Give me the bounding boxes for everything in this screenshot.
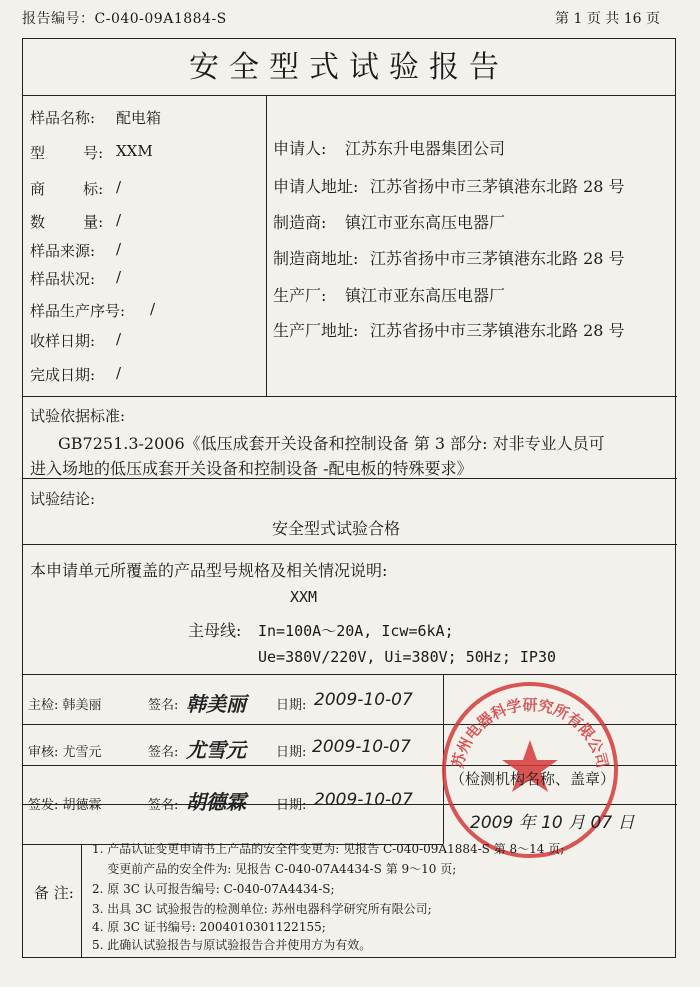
sample-source-label: 样品来源: <box>30 242 96 260</box>
remarks-label: 备 注: <box>34 884 74 902</box>
remark-item: 1. 产品认证变更申请书上产品的安全件变更为: 见报告 C-040-09A1884-S 第 8～14 页; <box>92 842 565 856</box>
sample-name-value: 配电箱 <box>116 109 162 127</box>
coverage-label: 本申请单元所覆盖的产品型号规格及相关情况说明: <box>30 561 388 580</box>
busbar-value: In=100A～20A, Icw=6kA; <box>258 622 454 640</box>
factory-address-label: 生产厂地址: <box>273 321 359 340</box>
quantity-value: / <box>116 211 122 229</box>
sample-condition-label: 样品状况: <box>30 270 96 288</box>
sample-source-value: / <box>116 240 122 258</box>
reviewer-signature: 尤雪元 <box>186 738 246 762</box>
remark-item: 变更前产品的安全件为: 见报告 C-040-07A4434-S 第 9～10 页; <box>92 862 457 876</box>
sample-name-label: 样品名称: <box>30 109 96 127</box>
manufacturer-label: 制造商: <box>273 213 327 232</box>
factory-label: 生产厂: <box>273 286 327 305</box>
standard-label: 试验依据标准: <box>30 407 126 425</box>
applicant-address-value: 江苏省扬中市三茅镇港东北路 28 号 <box>370 177 625 196</box>
remark-item: 5. 此确认试验报告与原试验报告合并使用方为有效。 <box>92 938 372 952</box>
model-value: XXM <box>116 142 153 160</box>
manufacturer-address-value: 江苏省扬中市三茅镇港东北路 28 号 <box>370 249 625 268</box>
trademark-label: 商 标: <box>30 180 104 198</box>
seal-note: （检测机构名称、盖章） <box>450 770 616 788</box>
applicant-address-label: 申请人地址: <box>273 177 359 196</box>
conclusion-value: 安全型式试验合格 <box>272 519 401 538</box>
seal-date: 2009 年 10 月 07 日 <box>470 813 635 833</box>
reviewer-date-label: 日期: <box>276 745 307 760</box>
applicant-label: 申请人: <box>273 139 327 158</box>
receive-date-label: 收样日期: <box>30 332 96 350</box>
conclusion-label: 试验结论: <box>30 490 96 508</box>
complete-date-label: 完成日期: <box>30 366 96 384</box>
reviewer-date: 2009-10-07 <box>312 737 411 757</box>
factory-address-value: 江苏省扬中市三茅镇港东北路 28 号 <box>370 321 625 340</box>
standard-line-1: GB7251.3-2006《低压成套开关设备和控制设备 第 3 部分: 对非专业人员可 <box>58 434 605 453</box>
remark-item: 2. 原 3C 认可报告编号: C-040-07A4434-S; <box>92 882 335 896</box>
seal-text: 苏州电器科学研究所有限公司 <box>448 696 612 770</box>
trademark-value: / <box>116 178 122 196</box>
remark-item: 3. 出具 3C 试验报告的检测单位: 苏州电器科学研究所有限公司; <box>92 902 432 916</box>
inspector-sign-label: 签名: <box>148 698 179 713</box>
page-indicator: 第 1 页 共 16 页 <box>555 11 660 27</box>
issuer-date: 2009-10-07 <box>314 790 413 810</box>
issuer-signature: 胡德霖 <box>186 790 246 814</box>
manufacturer-value: 镇江市亚东高压电器厂 <box>345 213 506 232</box>
reviewer-role: 审核: 尤雪元 <box>28 745 102 760</box>
issuer-sign-label: 签名: <box>148 798 179 813</box>
receive-date-value: / <box>116 330 122 348</box>
issuer-role: 签发: 胡德霖 <box>28 798 102 813</box>
coverage-model: XXM <box>290 588 318 606</box>
reviewer-sign-label: 签名: <box>148 745 179 760</box>
busbar-label: 主母线: <box>188 621 242 640</box>
applicant-value: 江苏东升电器集团公司 <box>345 139 506 158</box>
quantity-label: 数 量: <box>30 213 104 231</box>
report-title: 安全型式试验报告 <box>22 38 676 96</box>
rating-value: Ue=380V/220V, Ui=380V; 50Hz; IP30 <box>258 648 557 666</box>
complete-date-value: / <box>116 364 122 382</box>
report-number: 报告编号：C-040-09A1884-S <box>22 11 227 27</box>
sample-condition-value: / <box>116 268 122 286</box>
standard-line-2: 进入场地的低压成套开关设备和控制设备 -配电板的特殊要求》 <box>30 459 473 478</box>
serial-label: 样品生产序号: <box>30 302 126 320</box>
serial-value: / <box>150 300 156 318</box>
remark-item: 4. 原 3C 证书编号: 2004010301122155; <box>92 920 326 934</box>
issuer-date-label: 日期: <box>276 798 307 813</box>
manufacturer-address-label: 制造商地址: <box>273 249 359 268</box>
factory-value: 镇江市亚东高压电器厂 <box>345 286 506 305</box>
inspector-date: 2009-10-07 <box>314 690 413 710</box>
model-label: 型 号: <box>30 144 104 162</box>
inspector-role: 主检: 韩美丽 <box>28 698 102 713</box>
inspector-signature: 韩美丽 <box>186 692 246 716</box>
inspector-date-label: 日期: <box>276 698 307 713</box>
